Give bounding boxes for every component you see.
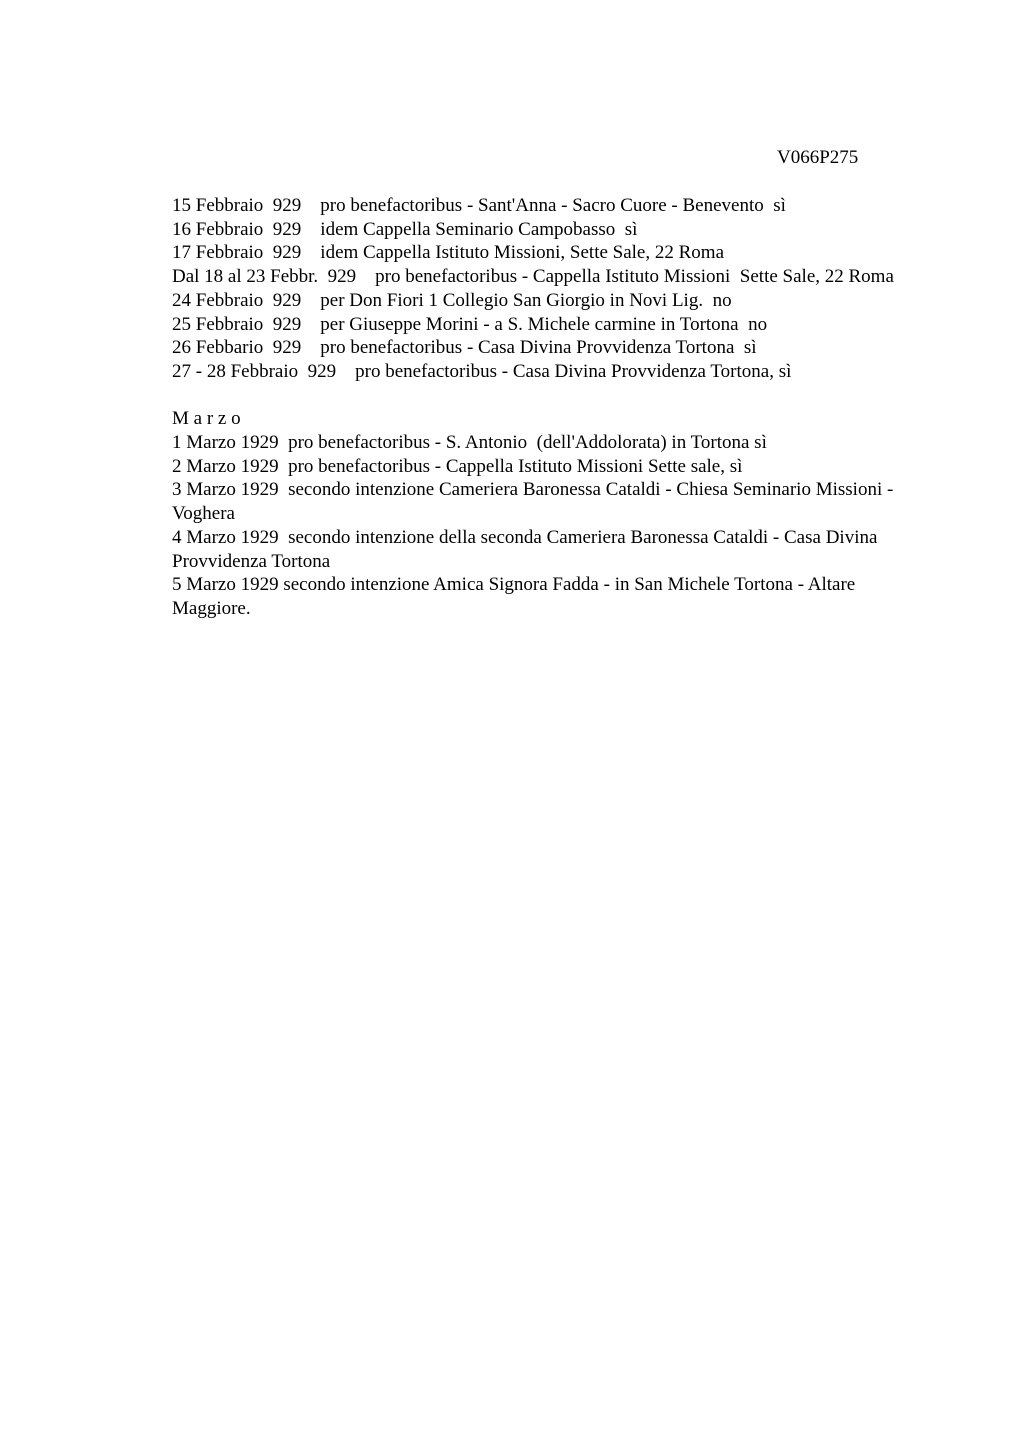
entry-line: Dal 18 al 23 Febbr. 929 pro benefactoribus - Cappella Istituto Missioni Sette Sale, 22 Roma <box>172 266 894 288</box>
blank-line <box>172 384 924 408</box>
entry-line: 24 Febbraio 929 per Don Fiori 1 Collegio San Giorgio in Novi Lig. no <box>172 289 732 311</box>
entry-line: 27 - 28 Febbraio 929 pro benefactoribus - Casa Divina Provvidenza Tortona, sì <box>172 360 792 382</box>
entry-line: 2 Marzo 1929 pro benefactoribus - Cappella Istituto Missioni Sette sale, sì <box>172 455 743 477</box>
document-body <box>172 194 924 621</box>
entry-line: 17 Febbraio 929 idem Cappella Istituto Missioni, Sette Sale, 22 Roma <box>172 242 725 264</box>
entry-line: 5 Marzo 1929 secondo intenzione Amica Signora Fadda - in San Michele Tortona - Altare Maggiore. <box>172 574 860 619</box>
entry-line: 25 Febbraio 929 per Giuseppe Morini - a S. Michele carmine in Tortona no <box>172 313 768 335</box>
entry-line: 15 Febbraio 929 pro benefactoribus - Sant'Anna - Sacro Cuore - Benevento sì <box>172 195 786 216</box>
entry-line: 26 Febbario 929 pro benefactoribus - Casa Divina Provvidenza Tortona sì <box>172 337 757 359</box>
page-code: V066P275 <box>777 147 859 168</box>
entry-line: 3 Marzo 1929 secondo intenzione Cameriera Baronessa Cataldi - Chiesa Seminario Missioni - Voghera <box>172 479 898 525</box>
entry-line: 4 Marzo 1929 secondo intenzione della seconda Cameriera Baronessa Cataldi - Casa Divina Provvidenza Tortona <box>172 526 883 572</box>
entry-line: 16 Febbraio 929 idem Cappella Seminario Campobasso sì <box>172 218 638 240</box>
section-heading-march: M a r z o <box>172 408 241 430</box>
entry-line: 1 Marzo 1929 pro benefactoribus - S. Antonio (dell'Addolorata) in Tortona sì <box>172 432 767 454</box>
